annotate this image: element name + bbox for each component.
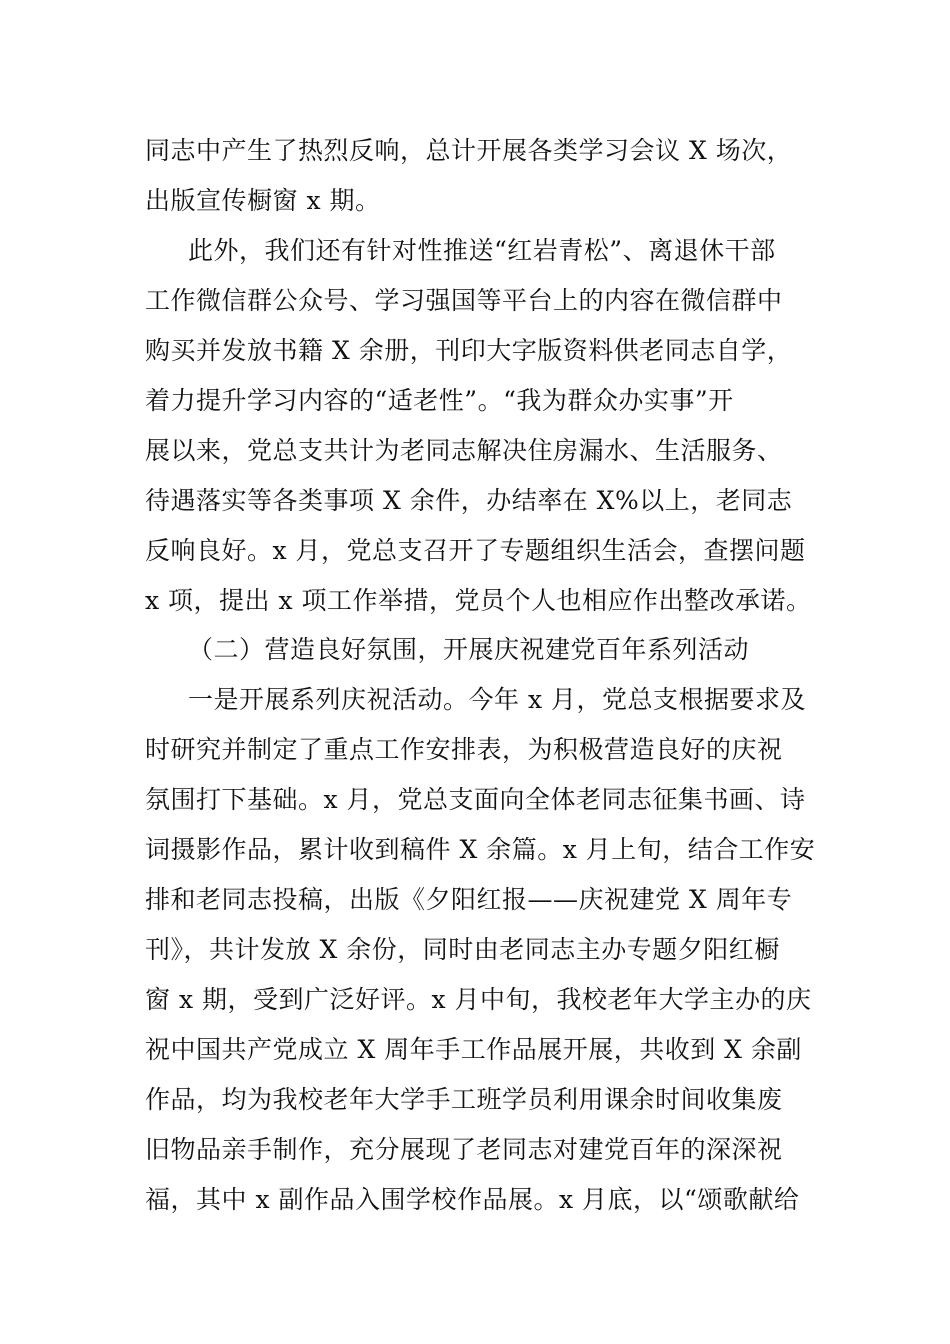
text-line: 福，其中 x 副作品入围学校作品展。x 月底，以“颂歌献给 <box>145 1185 800 1214</box>
text-line: 旧物品亲手制作，充分展现了老同志对建党百年的深深祝 <box>145 1135 783 1164</box>
section-heading: （二）营造良好氛围，开展庆祝建党百年系列活动 <box>188 635 750 664</box>
text-line: 窗 x 期，受到广泛好评。x 月中旬，我校老年大学主办的庆 <box>145 985 812 1014</box>
text-line: 氛围打下基础。x 月，党总支面向全体老同志征集书画、诗 <box>145 785 806 814</box>
text-line: 工作微信群公众号、学习强国等平台上的内容在微信群中 <box>145 286 783 315</box>
text-line: 祝中国共产党成立 X 周年手工作品展开展，共收到 X 余副 <box>145 1035 802 1064</box>
text-line: 着力提升学习内容的“适老性”。“我为群众办实事”开 <box>145 386 734 415</box>
paragraph-start-line: 此外，我们还有针对性推送“红岩青松”、离退休干部 <box>188 236 776 265</box>
text-line: 展以来，党总支共计为老同志解决住房漏水、生活服务、 <box>145 436 783 465</box>
text-line: x 项，提出 x 项工作举措，党员个人也相应作出整改承诺。 <box>145 586 812 615</box>
text-line: 词摄影作品，累计收到稿件 X 余篇。x 月上旬，结合工作安 <box>145 835 816 864</box>
text-line: 反响良好。x 月，党总支召开了专题组织生活会，查摆问题 <box>145 536 806 565</box>
text-line: 刊》，共计发放 X 余份，同时由老同志主办专题夕阳红橱 <box>145 935 780 964</box>
text-line: 购买并发放书籍 X 余册，刊印大字版资料供老同志自学， <box>145 336 793 365</box>
text-line: 时研究并制定了重点工作安排表，为积极营造良好的庆祝 <box>145 735 783 764</box>
text-line: 同志中产生了热烈反响，总计开展各类学习会议 X 场次， <box>145 136 793 165</box>
text-line: 排和老同志投稿，出版《夕阳红报——庆祝建党 X 周年专 <box>145 885 793 914</box>
text-line: 待遇落实等各类事项 X 余件，办结率在 X%以上，老同志 <box>145 486 793 515</box>
text-line: 出版宣传橱窗 x 期。 <box>145 186 381 215</box>
text-line: 作品，均为我校老年大学手工班学员利用课余时间收集废 <box>145 1085 783 1114</box>
paragraph-start-line: 一是开展系列庆祝活动。今年 x 月，党总支根据要求及 <box>188 685 806 714</box>
